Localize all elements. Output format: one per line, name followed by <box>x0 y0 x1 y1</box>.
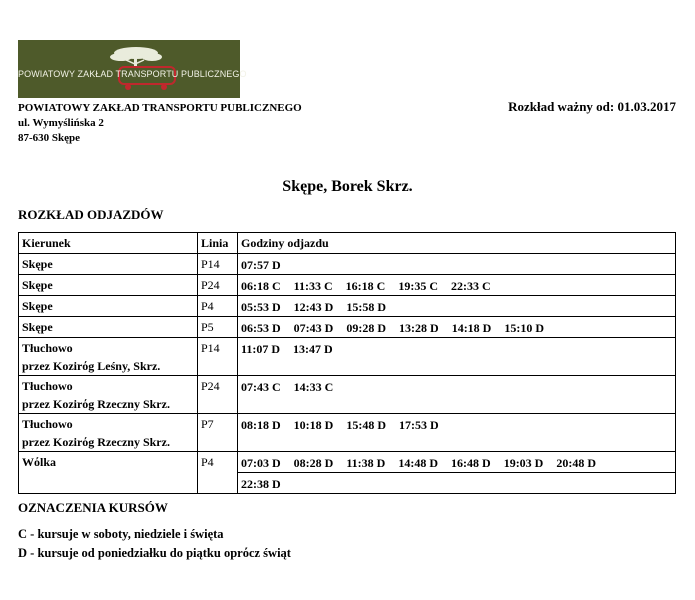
departure-time: 19:35 C <box>398 279 439 293</box>
departure-time: 15:10 D <box>504 321 545 335</box>
departure-times-cell <box>238 338 676 376</box>
direction-cell <box>19 338 198 376</box>
table-header-row <box>19 233 676 254</box>
departure-time: 10:18 D <box>293 418 334 432</box>
table-row <box>19 296 676 317</box>
stop-title: Skępe, Borek Skrz. <box>282 178 413 195</box>
direction-name: Tłuchowo <box>22 379 73 393</box>
departure-time: 16:18 C <box>345 279 386 293</box>
direction-name: Skępe <box>22 320 53 334</box>
line-cell: P24 <box>198 376 238 414</box>
departure-time: 05:53 D <box>241 300 281 314</box>
departure-time: 11:38 D <box>346 456 386 470</box>
organization-address <box>18 101 302 146</box>
line-cell: P7 <box>198 414 238 452</box>
departure-time: 07:57 D <box>241 258 281 272</box>
company-logo <box>18 40 247 98</box>
departure-time: 17:53 D <box>399 418 439 432</box>
column-header-direction: Kierunek <box>19 233 198 254</box>
direction-name: Skępe <box>22 278 53 292</box>
table-row <box>19 338 676 376</box>
table-row <box>19 317 676 338</box>
table-row <box>19 414 676 452</box>
direction-cell <box>19 296 198 317</box>
column-header-line: Linia <box>198 233 238 254</box>
departure-time: 16:48 D <box>451 456 491 470</box>
column-header-times: Godziny odjazdu <box>238 233 676 254</box>
departure-time: 07:43 C <box>241 380 281 394</box>
departure-time: 06:18 C <box>241 279 281 293</box>
timetable-section-title: ROZKŁAD ODJAZDÓW <box>18 207 164 222</box>
table-row <box>19 452 676 473</box>
departure-times-cell <box>238 376 676 414</box>
line-cell: P5 <box>198 317 238 338</box>
line-cell: P14 <box>198 338 238 376</box>
departure-times-cell <box>238 452 676 473</box>
direction-cell <box>19 317 198 338</box>
departure-time: 14:33 C <box>293 380 334 394</box>
legend-item-c: C - kursuje w soboty, niedziele i święta <box>18 527 224 541</box>
departure-times-cell <box>238 254 676 275</box>
line-cell: P4 <box>198 296 238 317</box>
departure-time: 07:03 D <box>241 456 281 470</box>
departure-times-cell <box>238 414 676 452</box>
departure-time: 22:33 C <box>451 279 491 293</box>
direction-name: Wόlka <box>22 455 57 469</box>
direction-cell <box>19 414 198 452</box>
legend-item-d: D - kursuje od poniedziałku do piątku oprόcz świąt <box>18 546 291 560</box>
departure-times-cell <box>238 296 676 317</box>
logo-text: POWIATOWY ZAKŁAD TRANSPORTU PUBLICZNEGO <box>18 69 247 79</box>
direction-cell <box>19 254 198 275</box>
timetable-table <box>18 232 676 494</box>
line-cell: P4 <box>198 452 238 494</box>
line-cell: P24 <box>198 275 238 296</box>
departure-time: 09:28 D <box>346 321 387 335</box>
departure-time: 19:03 D <box>503 456 544 470</box>
valid-from-date: Rozkład ważny od: 01.03.2017 <box>508 99 676 114</box>
departure-time: 15:48 D <box>346 418 387 432</box>
departure-time: 12:43 D <box>293 300 334 314</box>
direction-via: przez Kozirόg Leśny, Skrz. <box>22 359 161 373</box>
direction-name: Tłuchowo <box>22 417 73 431</box>
departure-times-cell <box>238 473 676 494</box>
departure-time: 07:43 D <box>293 321 334 335</box>
departure-times-cell <box>238 275 676 296</box>
table-row <box>19 254 676 275</box>
line-cell: P14 <box>198 254 238 275</box>
departure-time: 15:58 D <box>346 300 387 314</box>
direction-via: przez Kozirόg Rzeczny Skrz. <box>22 435 170 449</box>
departure-time: 20:48 D <box>556 456 597 470</box>
departure-time: 06:53 D <box>241 321 281 335</box>
departure-time: 14:18 D <box>451 321 492 335</box>
departure-time: 11:33 C <box>293 279 333 293</box>
direction-name: Tłuchowo <box>22 341 73 355</box>
direction-cell <box>19 376 198 414</box>
departure-time: 13:28 D <box>399 321 439 335</box>
departure-time: 11:07 D <box>241 342 280 356</box>
direction-cell <box>19 275 198 296</box>
departure-time: 08:28 D <box>293 456 334 470</box>
direction-cell <box>19 452 198 494</box>
table-row <box>19 275 676 296</box>
departure-time: 08:18 D <box>241 418 281 432</box>
departure-times-cell <box>238 317 676 338</box>
org-name: POWIATOWY ZAKŁAD TRANSPORTU PUBLICZNEGO <box>18 102 302 114</box>
table-row <box>19 376 676 414</box>
departure-time: 22:38 D <box>241 477 281 491</box>
departure-time: 14:48 D <box>398 456 439 470</box>
direction-name: Skępe <box>22 257 53 271</box>
departure-time: 13:47 D <box>293 342 333 356</box>
org-city: 87-630 Skępe <box>18 132 81 144</box>
org-street: ul. Wymyślińska 2 <box>18 117 104 129</box>
direction-name: Skępe <box>22 299 53 313</box>
direction-via: przez Kozirόg Rzeczny Skrz. <box>22 397 170 411</box>
legend-section-title: OZNACZENIA KURSÓW <box>18 500 168 515</box>
